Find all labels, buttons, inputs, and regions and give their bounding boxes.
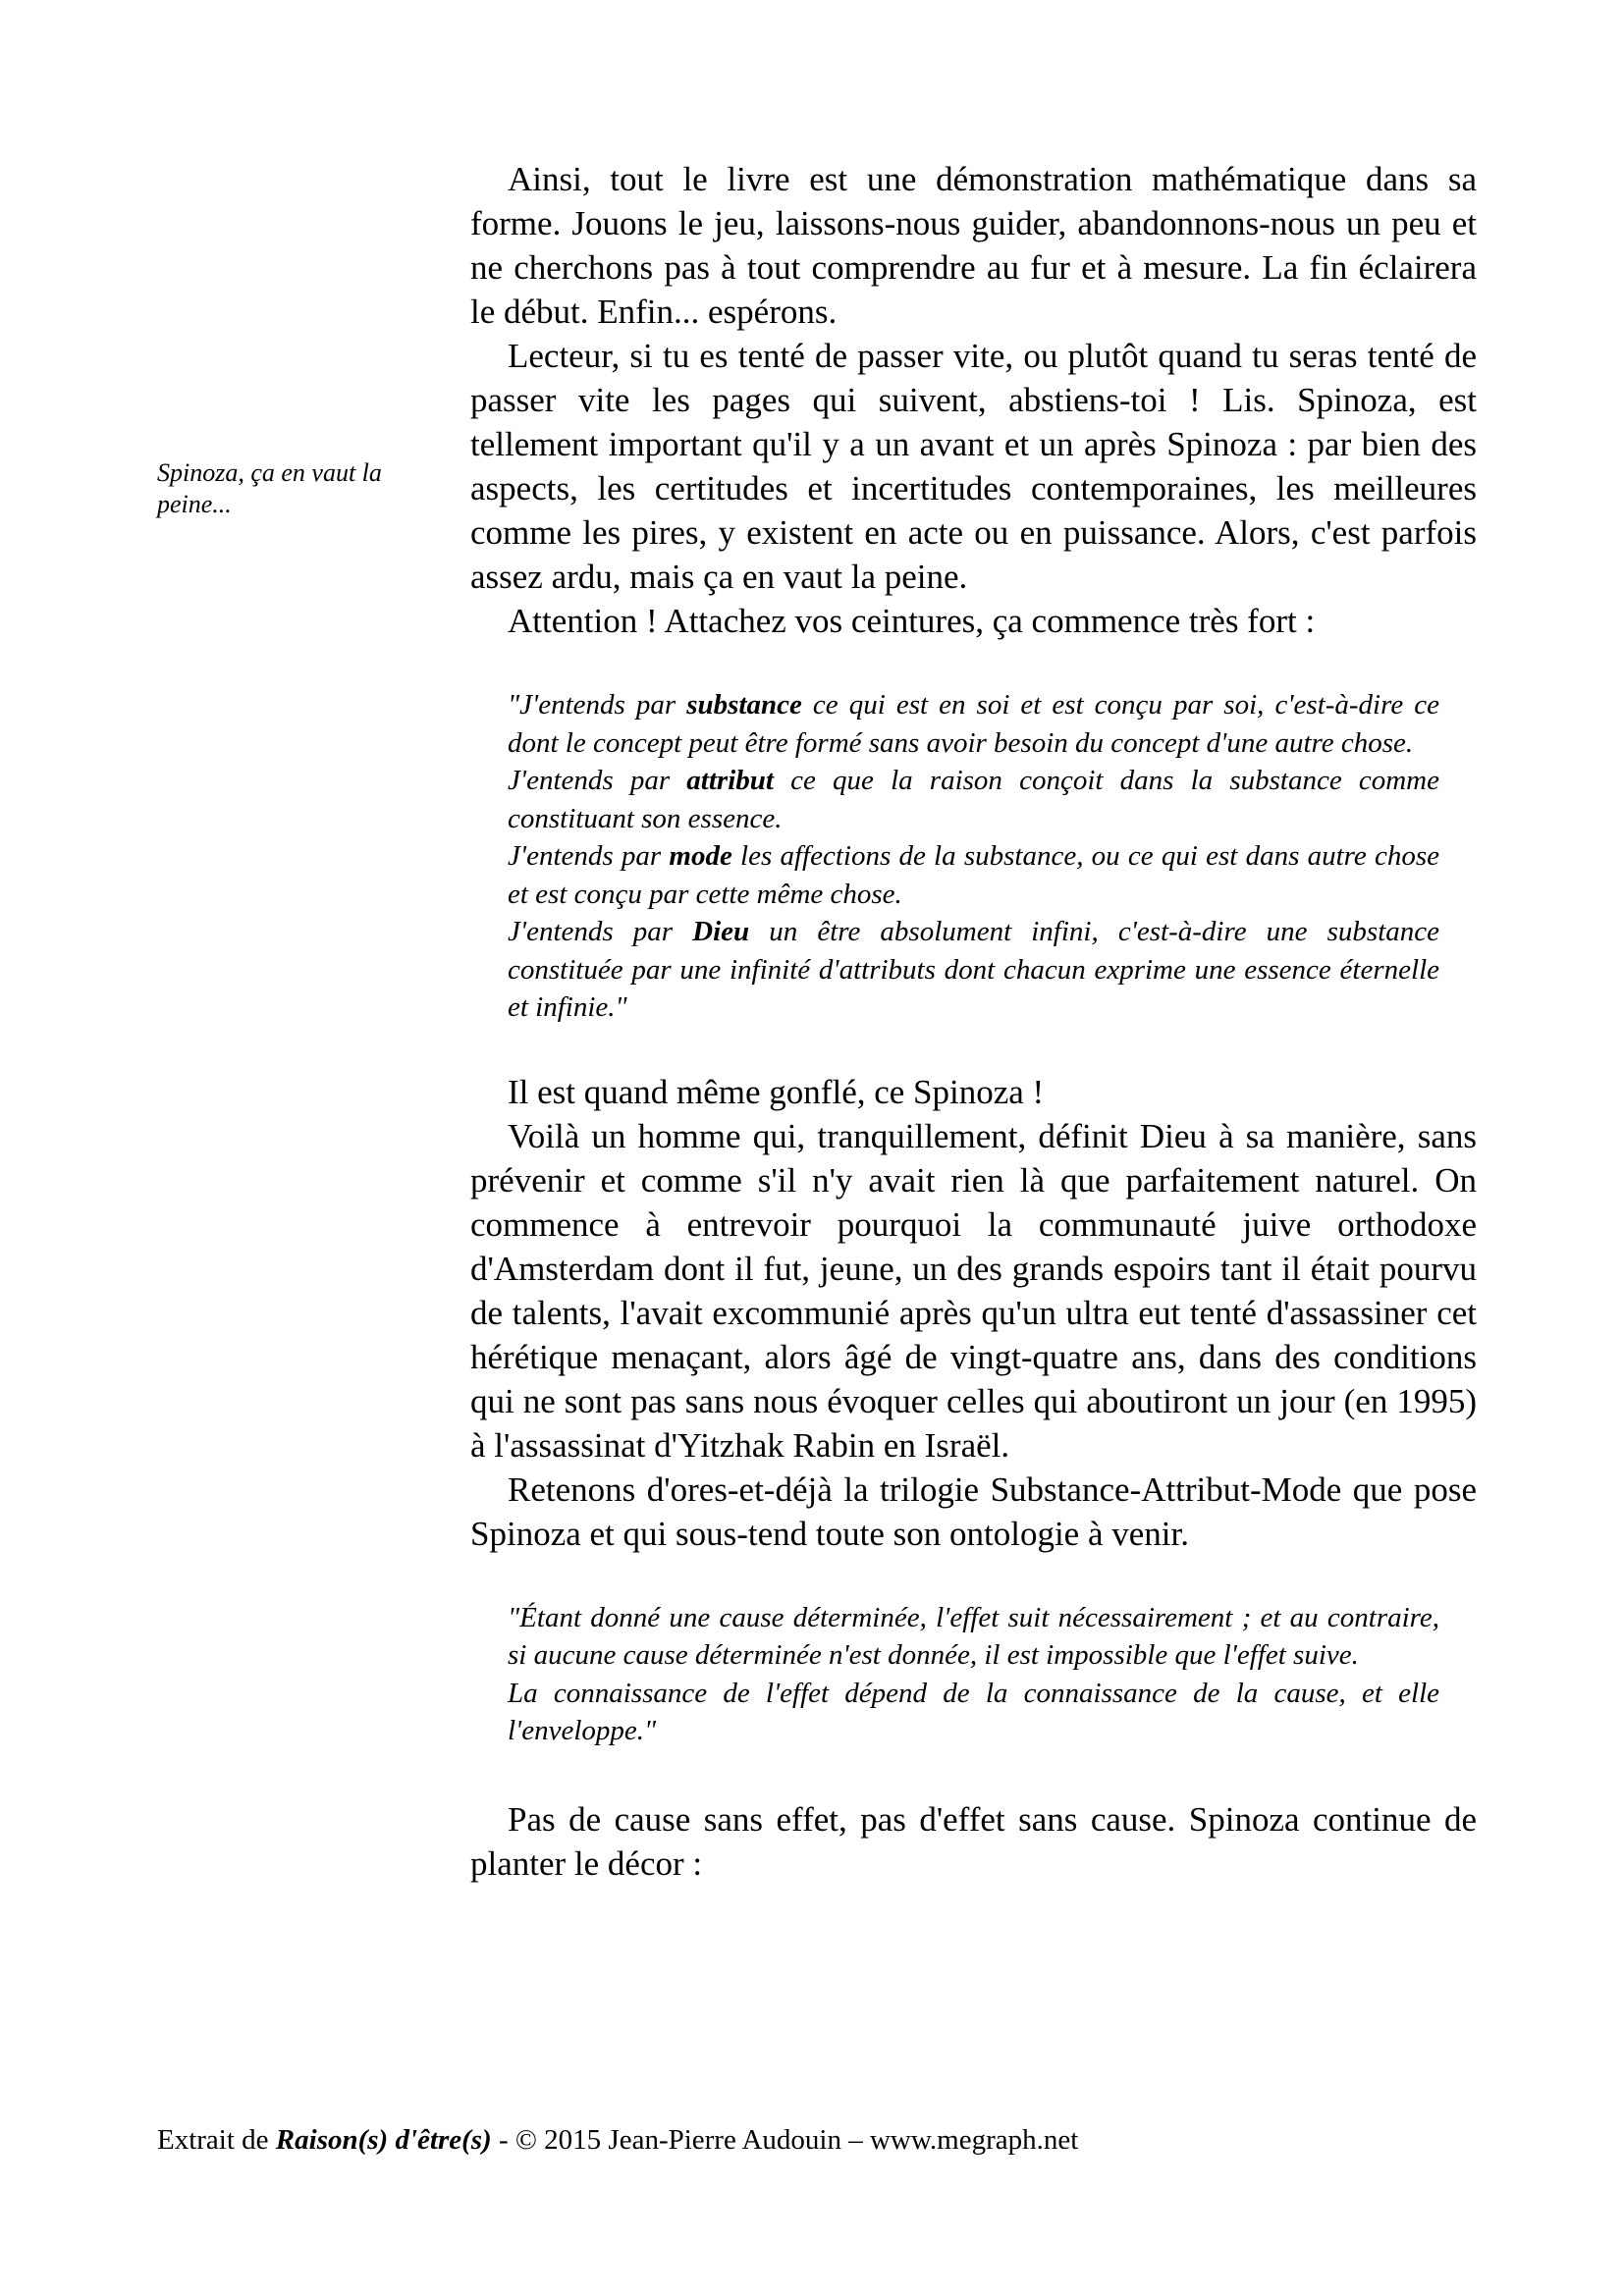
quote-line: "Étant donné une cause déterminée, l'effet suit nécessairement ; et au contraire, si aucune cause déterminée n'est donnée, il est impossible que l'effet suive. [508,1601,1439,1671]
paragraph: Ainsi, tout le livre est une démonstration mathématique dans sa forme. Jouons le jeu, laissons-nous guider, abandonnons-nous un peu et ne cherchons pas à tout comprendre au fur et à mesure. La fin éclairera le début. Enfin... espérons. [470,160,1477,331]
term-attribut: attribut [686,765,774,796]
term-dieu: Dieu [692,916,750,947]
paragraph: Il est quand même gonflé, ce Spinoza ! [508,1072,1045,1111]
paragraph: Voilà un homme qui, tranquillement, définit Dieu à sa manière, sans prévenir et comme s'il n'y avait rien là que parfaitement naturel. On commence à entrevoir pourquoi la communauté juive orthodoxe d'Amsterdam dont il fut, jeune, un des grands espoirs tant il était pourvu de talents, l'avait excommunié après qu'un ultra eut tenté d'assassiner cet hérétique menaçant, alors âgé de vingt-quatre ans, dans des conditions qui ne sont pas sans nous évoquer celles qui aboutiront un jour (en 1995) à l'assassinat d'Yitzhak Rabin en Israël. [470,1116,1477,1465]
paragraph: Attention ! Attachez vos ceintures, ça commence très fort : [508,602,1316,640]
paragraph: Pas de cause sans effet, pas d'effet sans cause. Spinoza continue de planter le décor : [470,1799,1477,1883]
term-substance: substance [686,689,802,721]
main-text [470,157,1477,1886]
quote-causality [470,1599,1477,1750]
quote-line: J'entends par mode les affections de la substance, ou ce qui est dans autre chose et est conçu par cette même chose. [508,840,1439,910]
paragraph: Retenons d'ores-et-déjà la trilogie Substance-Attribut-Mode que pose Spinoza et qui sous-tend toute son ontologie à venir. [470,1469,1477,1553]
book-title: Raison(s) d'être(s) [275,2124,492,2156]
quote-line: J'entends par attribut ce que la raison conçoit dans la substance comme constituant son essence. [508,765,1439,834]
paragraph: Lecteur, si tu es tenté de passer vite, ou plutôt quand tu seras tenté de passer vite les pages qui suivent, abstiens-toi ! Lis. Spinoza, est tellement important qu'il y a un avant et un après Spinoza : par bien des aspects, les certitudes et incertitudes contemporaines, les meilleures comme les pires, y existent en acte ou en puissance. Alors, c'est parfois assez ardu, mais ça en vaut la peine. [470,337,1477,596]
quote-line: J'entends par Dieu un être absolument infini, c'est-à-dire une substance constituée par une infinité d'attributs dont chacun exprime une essence éternelle et infinie." [508,916,1439,1023]
quote-line: La connaissance de l'effet dépend de la connaissance de la cause, et elle l'enveloppe." [508,1677,1439,1746]
margin-note: Spinoza, ça en vaut la peine... [157,458,382,518]
quote-definitions [470,686,1477,1027]
footer: Extrait de Raison(s) d'être(s) - © 2015 Jean-Pierre Audouin – www.megraph.net [157,2124,1079,2156]
term-mode: mode [669,840,732,872]
quote-line: "J'entends par substance ce qui est en soi et est conçu par soi, c'est-à-dire ce dont le concept peut être formé sans avoir besoin du concept d'une autre chose. [508,689,1439,759]
